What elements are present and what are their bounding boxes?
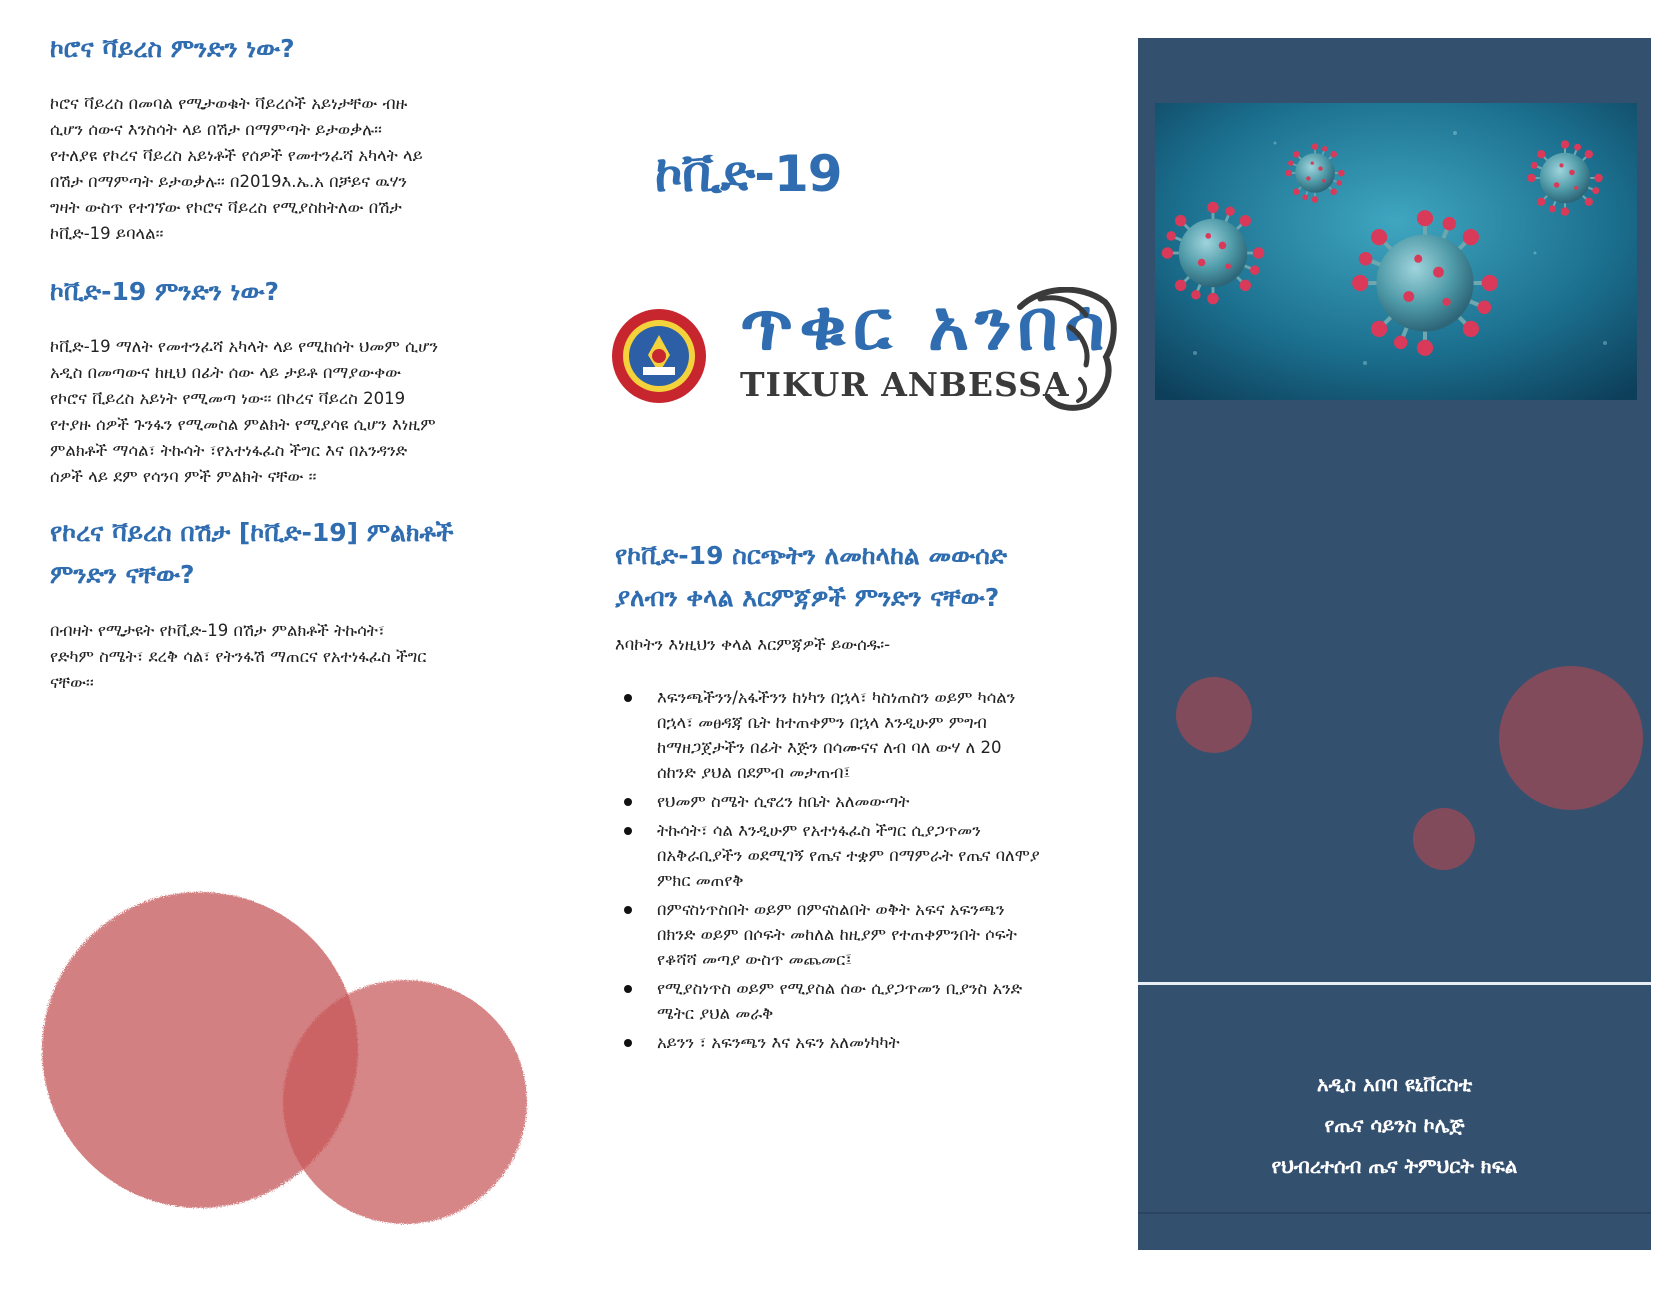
prevention-heading-line-1: የኮቪድ-19 ስርጭትን ለመከላከል መውሰድ: [615, 541, 1008, 570]
section-body-what-is-coronavirus: ኮሮና ቫይረስ በመባል የሚታወቁት ቫይረሶች አይነታቸው ብዙ ሲሆን ሰውና እንስሳት ላይ በሽታ በማምጣት ይታወቃሉ፡፡ የተለያዩ የኮረና ቫይረስ አይነቶች የሰዎች የመተንፈሻ አካላት ላይ በሽታ በማምጣት ይታወቃሉ፡፡ በ2019እ.ኤ.አ በቻይና ዉሃን ግዛት ውስጥ የተገኘው የኮሮና ቫይረስ የሚያስከትለው በሽታ ኮቪድ-19 ይባላል፡፡: [50, 93, 423, 243]
panel-circle-large: [1499, 666, 1643, 810]
prevention-list: [615, 685, 1125, 1059]
lion-head-icon: [1010, 287, 1120, 412]
brochure-title: ኮቪድ-19: [655, 145, 842, 203]
panel-footer: [1138, 1064, 1651, 1187]
decorative-circles-panel: [1138, 598, 1651, 898]
list-item-text: የህመም ስሜት ሲኖረን ከቤት አለመውጣት: [657, 792, 910, 811]
left-column: [50, 30, 550, 720]
bullet-icon: [624, 694, 632, 702]
symptoms-heading-line-1: የኮረና ቫይረስ በሽታ [ኮቪድ-19] ምልክቶች: [50, 517, 454, 547]
section-body-symptoms: በብዛት የሚታዩት የኮቪድ-19 በሽታ ምልክቶች ትኩሳት፣ የድካም ስሜት፣ ደረቅ ሳል፣ የትንፋሽ ማጠርና የአተነፋፈስ ችግር ናቸው፡፡: [50, 620, 427, 692]
list-item: [615, 897, 1125, 972]
tikur-anbessa-wordmark: [740, 285, 1120, 425]
list-item-text: እፍንጫችንን/አፋችንን ከነካን በኋላ፣ ካስነጠስን ወይም ካሳልን በኋላ፣ መፀዳጃ ቤት ከተጠቀምን በኋላ እንዲሁም ምግብ ከማዘጋጀታችን በፊት እጅን በሳሙናና ለብ ባለ ውሃ ለ 20 ሰከንድ ያህል በደምብ መታጠብ፤: [657, 688, 1016, 782]
list-item: [615, 976, 1125, 1026]
prevention-heading: [615, 535, 1115, 619]
wordmark-latin: TIKUR ANBESSA: [740, 365, 1070, 404]
bullet-icon: [624, 985, 632, 993]
footer-university: አዲስ አበባ ዩኒቨርስቲ: [1316, 1072, 1473, 1096]
section-heading-what-is-covid19: ኮቪድ-19 ምንድን ነው?: [50, 276, 279, 306]
list-item: [615, 818, 1125, 893]
list-item-text: ትኩሳት፣ ሳል እንዲሁም የአተነፋፈስ ችግር ሲያጋጥመን በአቅራቢያችን ወደሚገኝ የጤና ተቋም በማምራት የጤና ባለሞያ ምክር መጠየቅ: [657, 821, 1040, 890]
right-cover-panel: [1138, 38, 1651, 1250]
middle-column: [610, 0, 1130, 1297]
section-heading-symptoms: [50, 512, 550, 596]
wordmark-amharic: ጥቁር አንበሳ: [740, 284, 1111, 366]
logo-area: [610, 285, 1130, 425]
bullet-icon: [624, 1039, 632, 1047]
footer-department: የህብረተሰብ ጤና ትምህርት ክፍል: [1271, 1154, 1518, 1178]
bullet-icon: [624, 827, 632, 835]
panel-circle-small: [1176, 677, 1252, 753]
university-seal-logo: [610, 307, 708, 405]
decorative-circles-left: [40, 880, 560, 1240]
prevention-intro: እባኮትን እነዚህን ቀላል እርምጃዎች ይውሰዱ፡-: [615, 635, 891, 654]
list-item: [615, 685, 1125, 785]
list-item: [615, 1030, 1125, 1055]
section-body-what-is-covid19: ኮቪድ-19 ማለት የመተንፈሻ አካላት ላይ የሚከሰት ህመም ሲሆን አዲስ በመጣውና ከዚህ በፊት ሰው ላይ ታይቶ በማያውቀው የኮሮና ቪይረስ አይነት የሚመጣ ነው፡፡ በኮረና ቫይረስ 2019 የተያዙ ሰዎች ጉንፋን የሚመስል ምልክት የሚያሳዩ ሲሆን እነዚም ምልክቶች ማሳል፣ ትኩሳት ፣የአተነፋፈስ ችግር እና በአንዳንድ ሰዎች ላይ ደም የሳንባ ምች ምልክት ናቸው ፡፡: [50, 336, 439, 486]
bullet-icon: [624, 798, 632, 806]
section-heading-what-is-coronavirus: ኮሮና ቫይረስ ምንድን ነው?: [50, 34, 295, 63]
decorative-circle-small: [283, 980, 527, 1224]
symptoms-heading-line-2: ምንድን ናቸው?: [50, 559, 195, 589]
prevention-heading-line-2: ያለብን ቀላል እርምጃዎች ምንድን ናቸው?: [615, 583, 1000, 612]
coronavirus-image: [1155, 103, 1637, 400]
list-item-text: አይንን ፣ አፍንጫን እና አፍን አለመነካካት: [657, 1033, 900, 1052]
list-item-text: በምናስነጥስበት ወይም በምናስልበት ወቅት አፍና አፍንጫን በክንድ ወይም በሶፍት መከለል ከዚያም የተጠቀምንበት ሶፍት የቆሻሻ መጣያ ውስጥ መጨመር፤: [657, 900, 1017, 969]
panel-divider: [1138, 982, 1651, 985]
list-item: [615, 789, 1125, 814]
bullet-icon: [624, 906, 632, 914]
panel-bottom-line: [1138, 1212, 1651, 1214]
panel-circle-tiny: [1413, 808, 1475, 870]
footer-college: የጤና ሳይንስ ኮሌጅ: [1324, 1113, 1465, 1137]
list-item-text: የሚያስነጥስ ወይም የሚያስል ሰው ሲያጋጥመን ቢያንስ አንድ ሜትር ያህል መራቅ: [657, 979, 1023, 1023]
